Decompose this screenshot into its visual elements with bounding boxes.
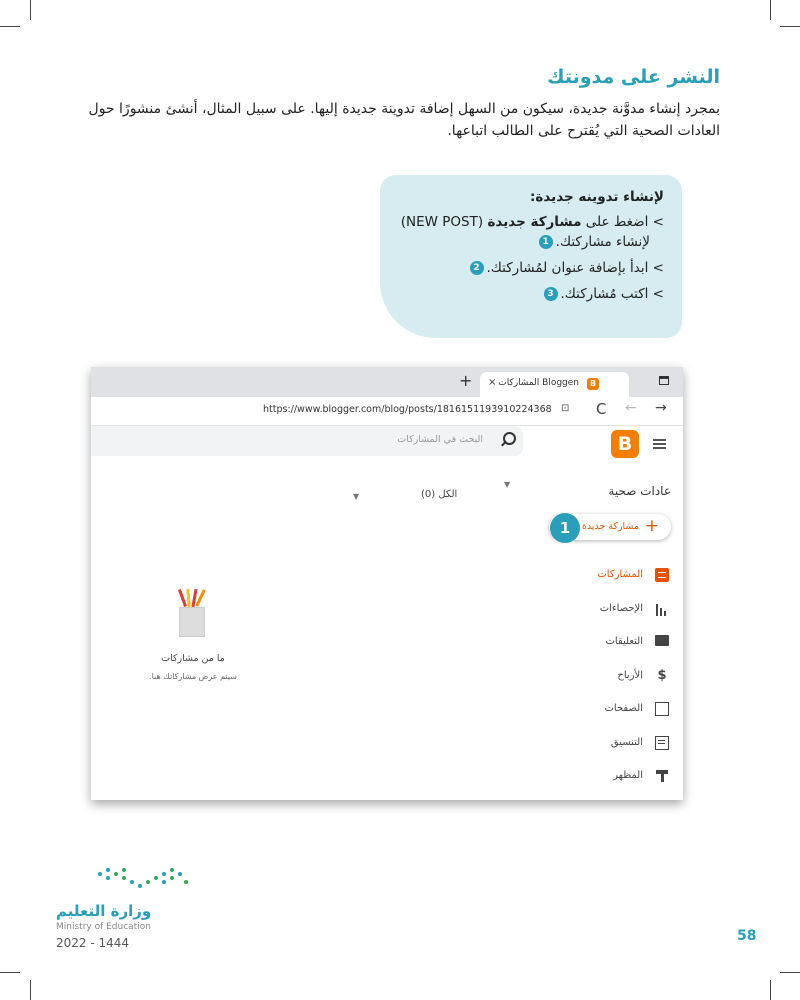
sidebar-item-label: الإحصاءات <box>599 602 643 614</box>
step1-suffix: (NEW POST) <box>400 214 488 230</box>
ministry-name-english: Ministry of Education <box>56 922 151 932</box>
lock-icon[interactable]: ⊡ <box>561 403 570 414</box>
instruction-step-3 <box>394 284 664 304</box>
crop-mark <box>30 980 31 1000</box>
ministry-name-arabic: وزارة التعليم <box>56 902 152 920</box>
forward-button[interactable]: → <box>655 400 667 416</box>
sidebar-item-label: الصفحات <box>604 703 643 714</box>
instruction-step-1 <box>394 212 664 252</box>
close-tab-icon[interactable]: × <box>488 377 497 388</box>
callout-number-1: 1 <box>550 513 580 543</box>
sidebar-item-theme[interactable] <box>531 766 671 800</box>
new-post-label: مشاركة جديدة <box>581 521 639 532</box>
post-filter[interactable]: الكل (0) <box>421 489 458 500</box>
crop-mark <box>770 980 771 1000</box>
crop-mark <box>0 26 20 27</box>
reload-button[interactable]: C <box>596 400 607 418</box>
step3-text: > اكتب مُشاركتك. <box>560 286 664 302</box>
instructions-box <box>380 175 682 338</box>
posts-icon <box>655 568 669 582</box>
section-title: النشر على مدونتك <box>547 66 720 88</box>
intro-paragraph: بمجرد إنشاء مدوَّنة جديدة، سيكون من السهل إضافة تدوينة جديدة إليها. على سبيل المثال، أنشئ منشورًا حول العادات الصحية التي يُقترح على الطالب اتباعها. <box>88 101 720 139</box>
tab-posts[interactable] <box>480 372 629 397</box>
blogger-logo[interactable]: B <box>611 430 639 458</box>
ministry-logo-icon <box>98 866 190 892</box>
sidebar-item-posts[interactable] <box>531 565 671 599</box>
crop-mark <box>0 972 20 973</box>
instructions-heading: لإنشاء تدوينه جديدة: <box>529 189 664 205</box>
sidebar-item-pages[interactable] <box>531 699 671 733</box>
crop-mark <box>780 972 800 973</box>
empty-state <box>117 587 269 681</box>
sidebar-item-comments[interactable] <box>531 632 671 666</box>
step-number-1: 1 <box>539 235 553 249</box>
plus-icon: + <box>644 516 659 536</box>
tab-title: المشاركات Bloggen <box>498 378 579 388</box>
sidebar-nav <box>531 565 671 800</box>
layout-icon <box>655 736 669 750</box>
sidebar-item-label: الأرباح <box>617 669 643 681</box>
back-button[interactable]: ← <box>625 400 637 416</box>
page-number: 58 <box>737 928 757 944</box>
browser-screenshot <box>91 367 683 800</box>
step2-text: > ابدأ بإضافة عنوان لمُشاركتك. <box>486 260 664 276</box>
edition-year: 2022 - 1444 <box>56 936 130 950</box>
pencil-cup-icon <box>173 587 213 643</box>
window-icon[interactable] <box>659 376 669 385</box>
pages-icon <box>655 702 669 716</box>
empty-title: ما من مشاركات <box>161 653 225 664</box>
step-number-2: 2 <box>470 261 484 275</box>
sidebar-item-label: التنسيق <box>610 736 643 748</box>
step1-prefix: > اضغط على <box>581 214 664 230</box>
blogger-favicon-icon: B <box>587 378 599 390</box>
address-bar <box>91 397 683 426</box>
sidebar-item-layout[interactable] <box>531 733 671 767</box>
sidebar-item-label: المظهر <box>613 770 643 781</box>
theme-icon <box>655 769 669 783</box>
empty-subtitle: سيتم عرض مشاركاتك هنا. <box>149 672 237 681</box>
step1-bold: مشاركة جديدة <box>487 214 582 230</box>
blog-name: عادات صحية <box>608 484 671 498</box>
crop-mark <box>30 0 31 20</box>
sidebar-item-stats[interactable] <box>531 599 671 633</box>
search-posts-box[interactable] <box>91 426 523 456</box>
earnings-icon: $ <box>657 667 667 683</box>
url-input[interactable]: https://www.blogger.com/blog/posts/181615119391022436‎8 <box>263 404 552 415</box>
step1-line2: لإنشاء مشاركتك. <box>555 234 650 250</box>
search-placeholder: البحث في المشاركات <box>397 434 483 445</box>
menu-icon[interactable] <box>653 439 666 449</box>
step-number-3: 3 <box>544 287 558 301</box>
sidebar-item-label: التعليقات <box>605 636 643 647</box>
instruction-step-2 <box>394 258 664 278</box>
new-tab-button[interactable]: + <box>459 371 473 390</box>
stats-icon <box>655 602 669 616</box>
crop-mark <box>780 26 800 27</box>
crop-mark <box>770 0 771 20</box>
sidebar-item-label: المشاركات <box>597 569 643 580</box>
tab-bar <box>91 367 683 397</box>
comments-icon <box>655 635 669 646</box>
blog-dropdown-icon[interactable]: ▼ <box>504 480 511 489</box>
filter-dropdown-icon[interactable]: ▼ <box>353 492 360 501</box>
sidebar-item-earnings[interactable] <box>531 666 671 700</box>
search-icon[interactable] <box>503 432 516 445</box>
